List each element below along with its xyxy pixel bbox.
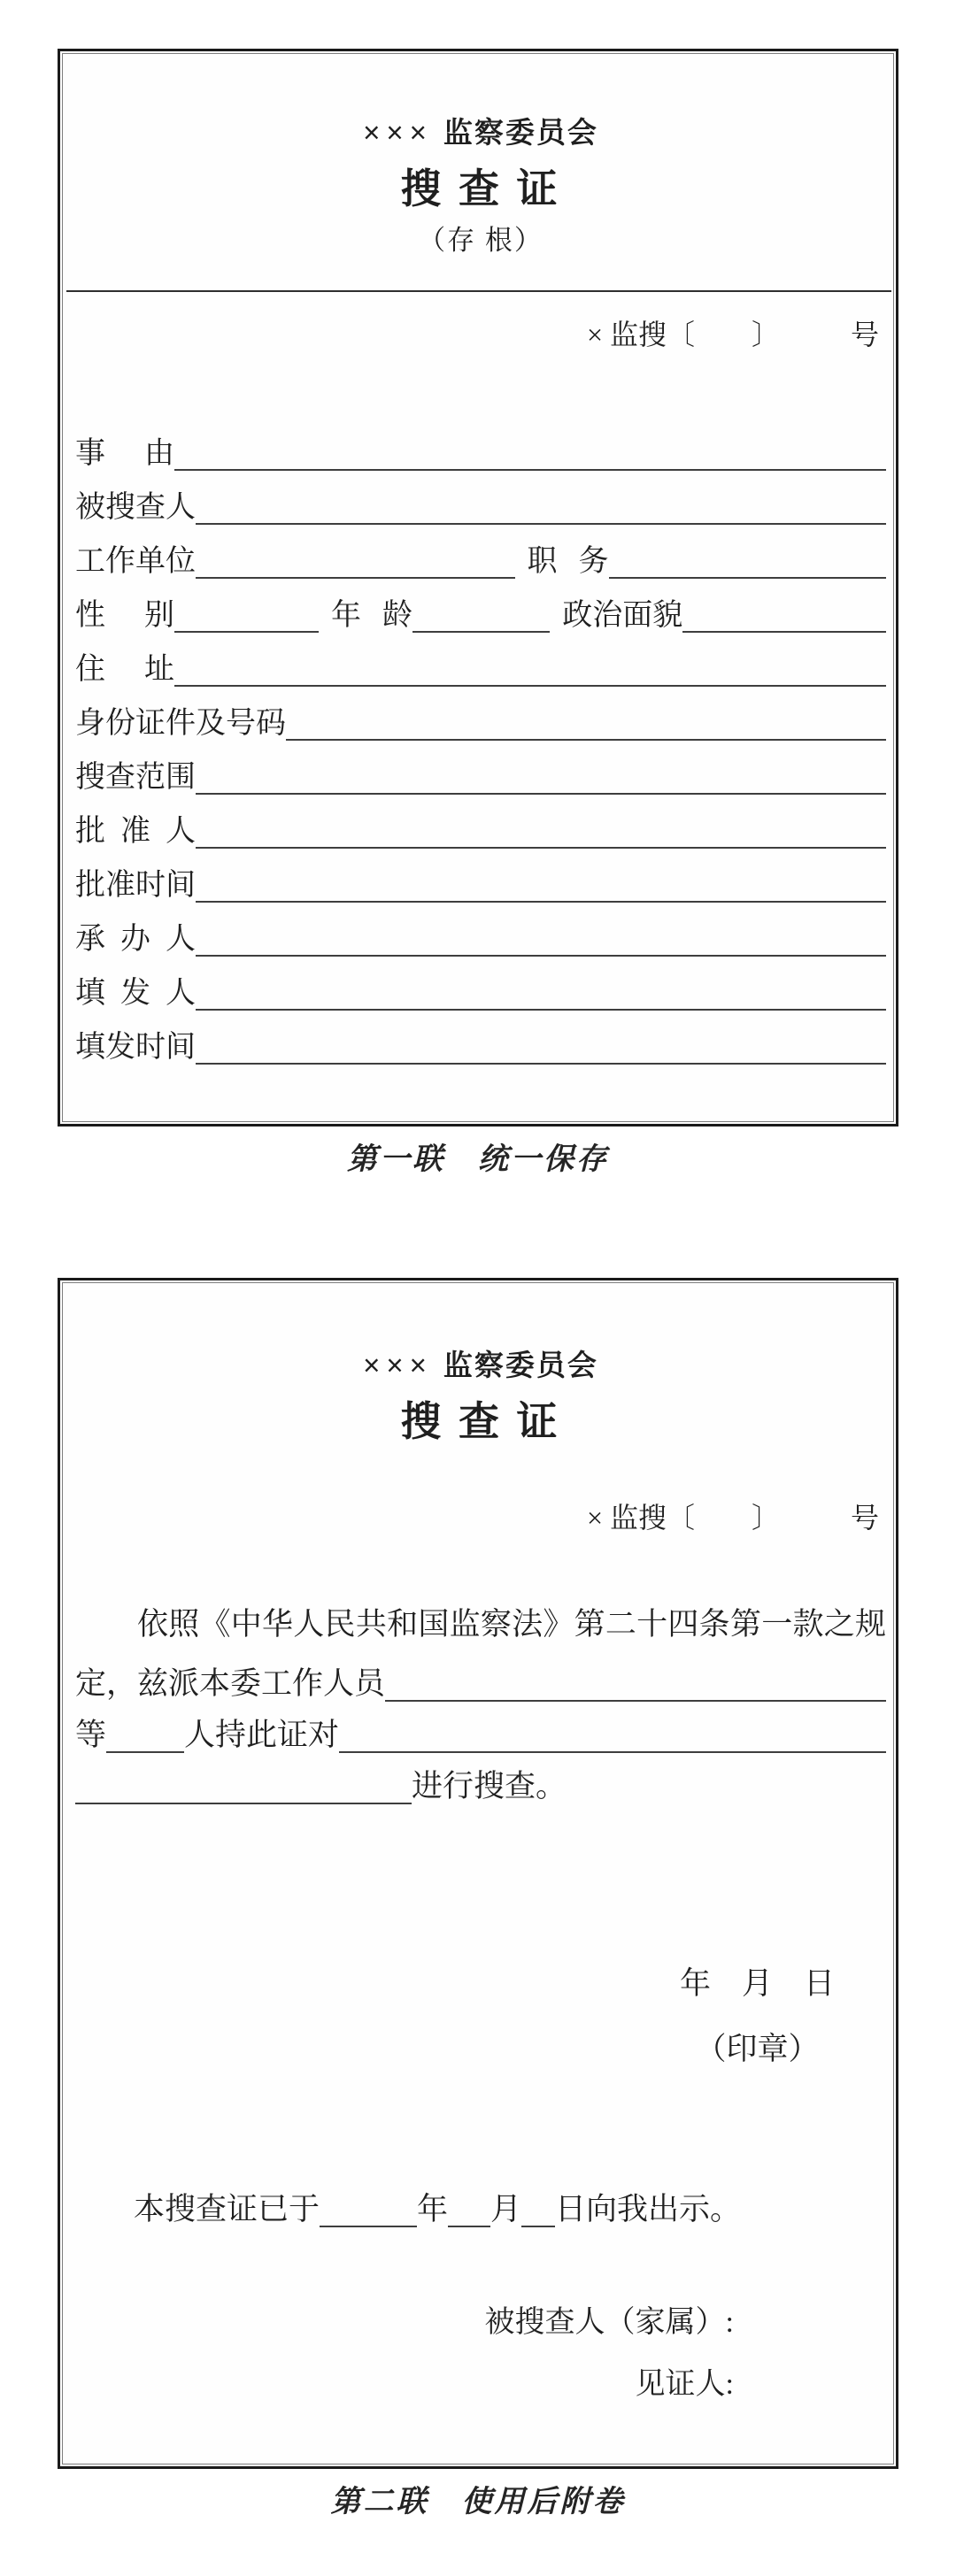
stub-sheet-inner [62, 53, 894, 1122]
field-row-reason [75, 417, 886, 471]
field-row-issue-time [75, 1011, 886, 1065]
field-row-id-document [75, 687, 886, 741]
field-label-political-status: 政治面貌 [562, 598, 683, 632]
date-line: 年 月 日 [679, 1966, 835, 2001]
org-name: 监察委员会 [443, 1349, 598, 1381]
field-row-approver [75, 795, 886, 849]
field-blank-search-scope [196, 785, 886, 795]
shown-blank-month [448, 2218, 490, 2227]
seal-placeholder: （印章） [695, 2032, 820, 2066]
field-label-address: 住 址 [75, 652, 174, 686]
warrant-header [75, 1347, 886, 1447]
stub-doc-number-line: × 监搜〔 〕 号 [586, 319, 879, 350]
field-label-id-document: 身份证件及号码 [75, 706, 286, 740]
signature-searched-person: 被搜查人（家属）: [484, 2306, 734, 2339]
field-label-approver: 批 准 人 [75, 814, 196, 848]
field-label-issue-time: 填发时间 [75, 1030, 196, 1064]
body-line-2-text: 定，兹派本委工作人员 [75, 1665, 386, 1701]
field-blank-political-status [682, 623, 886, 633]
body-line-2 [75, 1650, 886, 1702]
field-label-searched-person: 被搜查人 [75, 490, 196, 524]
field-label-issuer: 填 发 人 [75, 976, 196, 1010]
field-blank-handler [196, 947, 886, 957]
org-placeholder-x: ××× [363, 1349, 433, 1381]
body-line-4-text: 进行搜查。 [412, 1768, 567, 1803]
stub-subtitle: （存 根） [418, 225, 544, 256]
body-line-3 [75, 1702, 886, 1753]
field-blank-reason [174, 461, 886, 471]
stub-fields [75, 417, 886, 1121]
field-blank-work-unit [196, 569, 515, 579]
warrant-body [75, 1599, 886, 1804]
body-line-4 [75, 1753, 886, 1804]
field-row-address [75, 633, 886, 687]
field-blank-searched-person [196, 515, 886, 525]
warrant-doc-number-line: × 监搜〔 〕 号 [586, 1502, 879, 1534]
field-blank-issue-time [196, 1055, 886, 1065]
warrant-copy-label: 第二联 使用后附卷 [330, 2484, 626, 2519]
shown-blank-year [320, 2218, 417, 2227]
field-row-gender-age-politics [75, 579, 886, 633]
warrant-title: 搜 查 证 [400, 1399, 561, 1444]
body-blank-target-cont [75, 1795, 412, 1804]
field-row-searched-person [75, 471, 886, 525]
field-blank-id-document [286, 731, 886, 741]
field-label-search-scope: 搜查范围 [75, 760, 196, 794]
body-blank-target [339, 1743, 886, 1753]
shown-pre: 本搜查证已于 [134, 2191, 320, 2226]
body-line-3-mid: 人持此证对 [184, 1717, 340, 1752]
stub-sheet [58, 49, 898, 1127]
field-row-approval-time [75, 849, 886, 903]
field-label-age: 年 龄 [331, 598, 412, 632]
field-blank-approver [196, 839, 886, 849]
warrant-sheet [58, 1278, 898, 2469]
body-blank-staff-count [106, 1743, 184, 1753]
org-name: 监察委员会 [443, 116, 598, 149]
body-line-3-pre: 等 [75, 1717, 107, 1752]
warrant-org-line [75, 1347, 886, 1385]
stub-copy-label: 第一联 统一保存 [347, 1142, 609, 1177]
field-label-position: 职 务 [527, 544, 609, 578]
shown-year: 年 [417, 2191, 449, 2226]
field-blank-position [609, 569, 886, 579]
field-row-work-unit [75, 525, 886, 579]
shown-month: 月 [490, 2191, 522, 2226]
warrant-shown-line [134, 2176, 886, 2227]
date-seal-block [680, 1964, 835, 2070]
signature-block [75, 2303, 886, 2464]
stub-header [75, 114, 886, 258]
field-row-search-scope [75, 741, 886, 795]
warrant-sheet-inner [62, 1282, 894, 2465]
field-label-gender: 性 别 [75, 598, 174, 632]
field-label-handler: 承 办 人 [75, 922, 196, 956]
field-blank-issuer [196, 1001, 886, 1011]
field-blank-address [174, 677, 886, 687]
header-divider [66, 290, 891, 292]
field-row-issuer [75, 957, 886, 1011]
shown-blank-day [521, 2218, 555, 2227]
signature-witness: 见证人: [635, 2368, 734, 2401]
field-blank-age [412, 623, 550, 633]
field-label-reason: 事 由 [75, 436, 174, 470]
body-blank-staff-names [385, 1692, 886, 1702]
field-label-approval-time: 批准时间 [75, 868, 196, 902]
field-row-handler [75, 903, 886, 957]
org-placeholder-x: ××× [363, 116, 433, 149]
stub-title: 搜 查 证 [400, 166, 561, 211]
stub-org-line [75, 114, 886, 152]
field-label-work-unit: 工作单位 [75, 544, 196, 578]
body-line-1: 依照《中华人民共和国监察法》第二十四条第一款之规 [137, 1607, 886, 1642]
shown-day: 日向我出示。 [555, 2191, 742, 2226]
field-blank-approval-time [196, 893, 886, 903]
field-blank-gender [174, 623, 319, 633]
